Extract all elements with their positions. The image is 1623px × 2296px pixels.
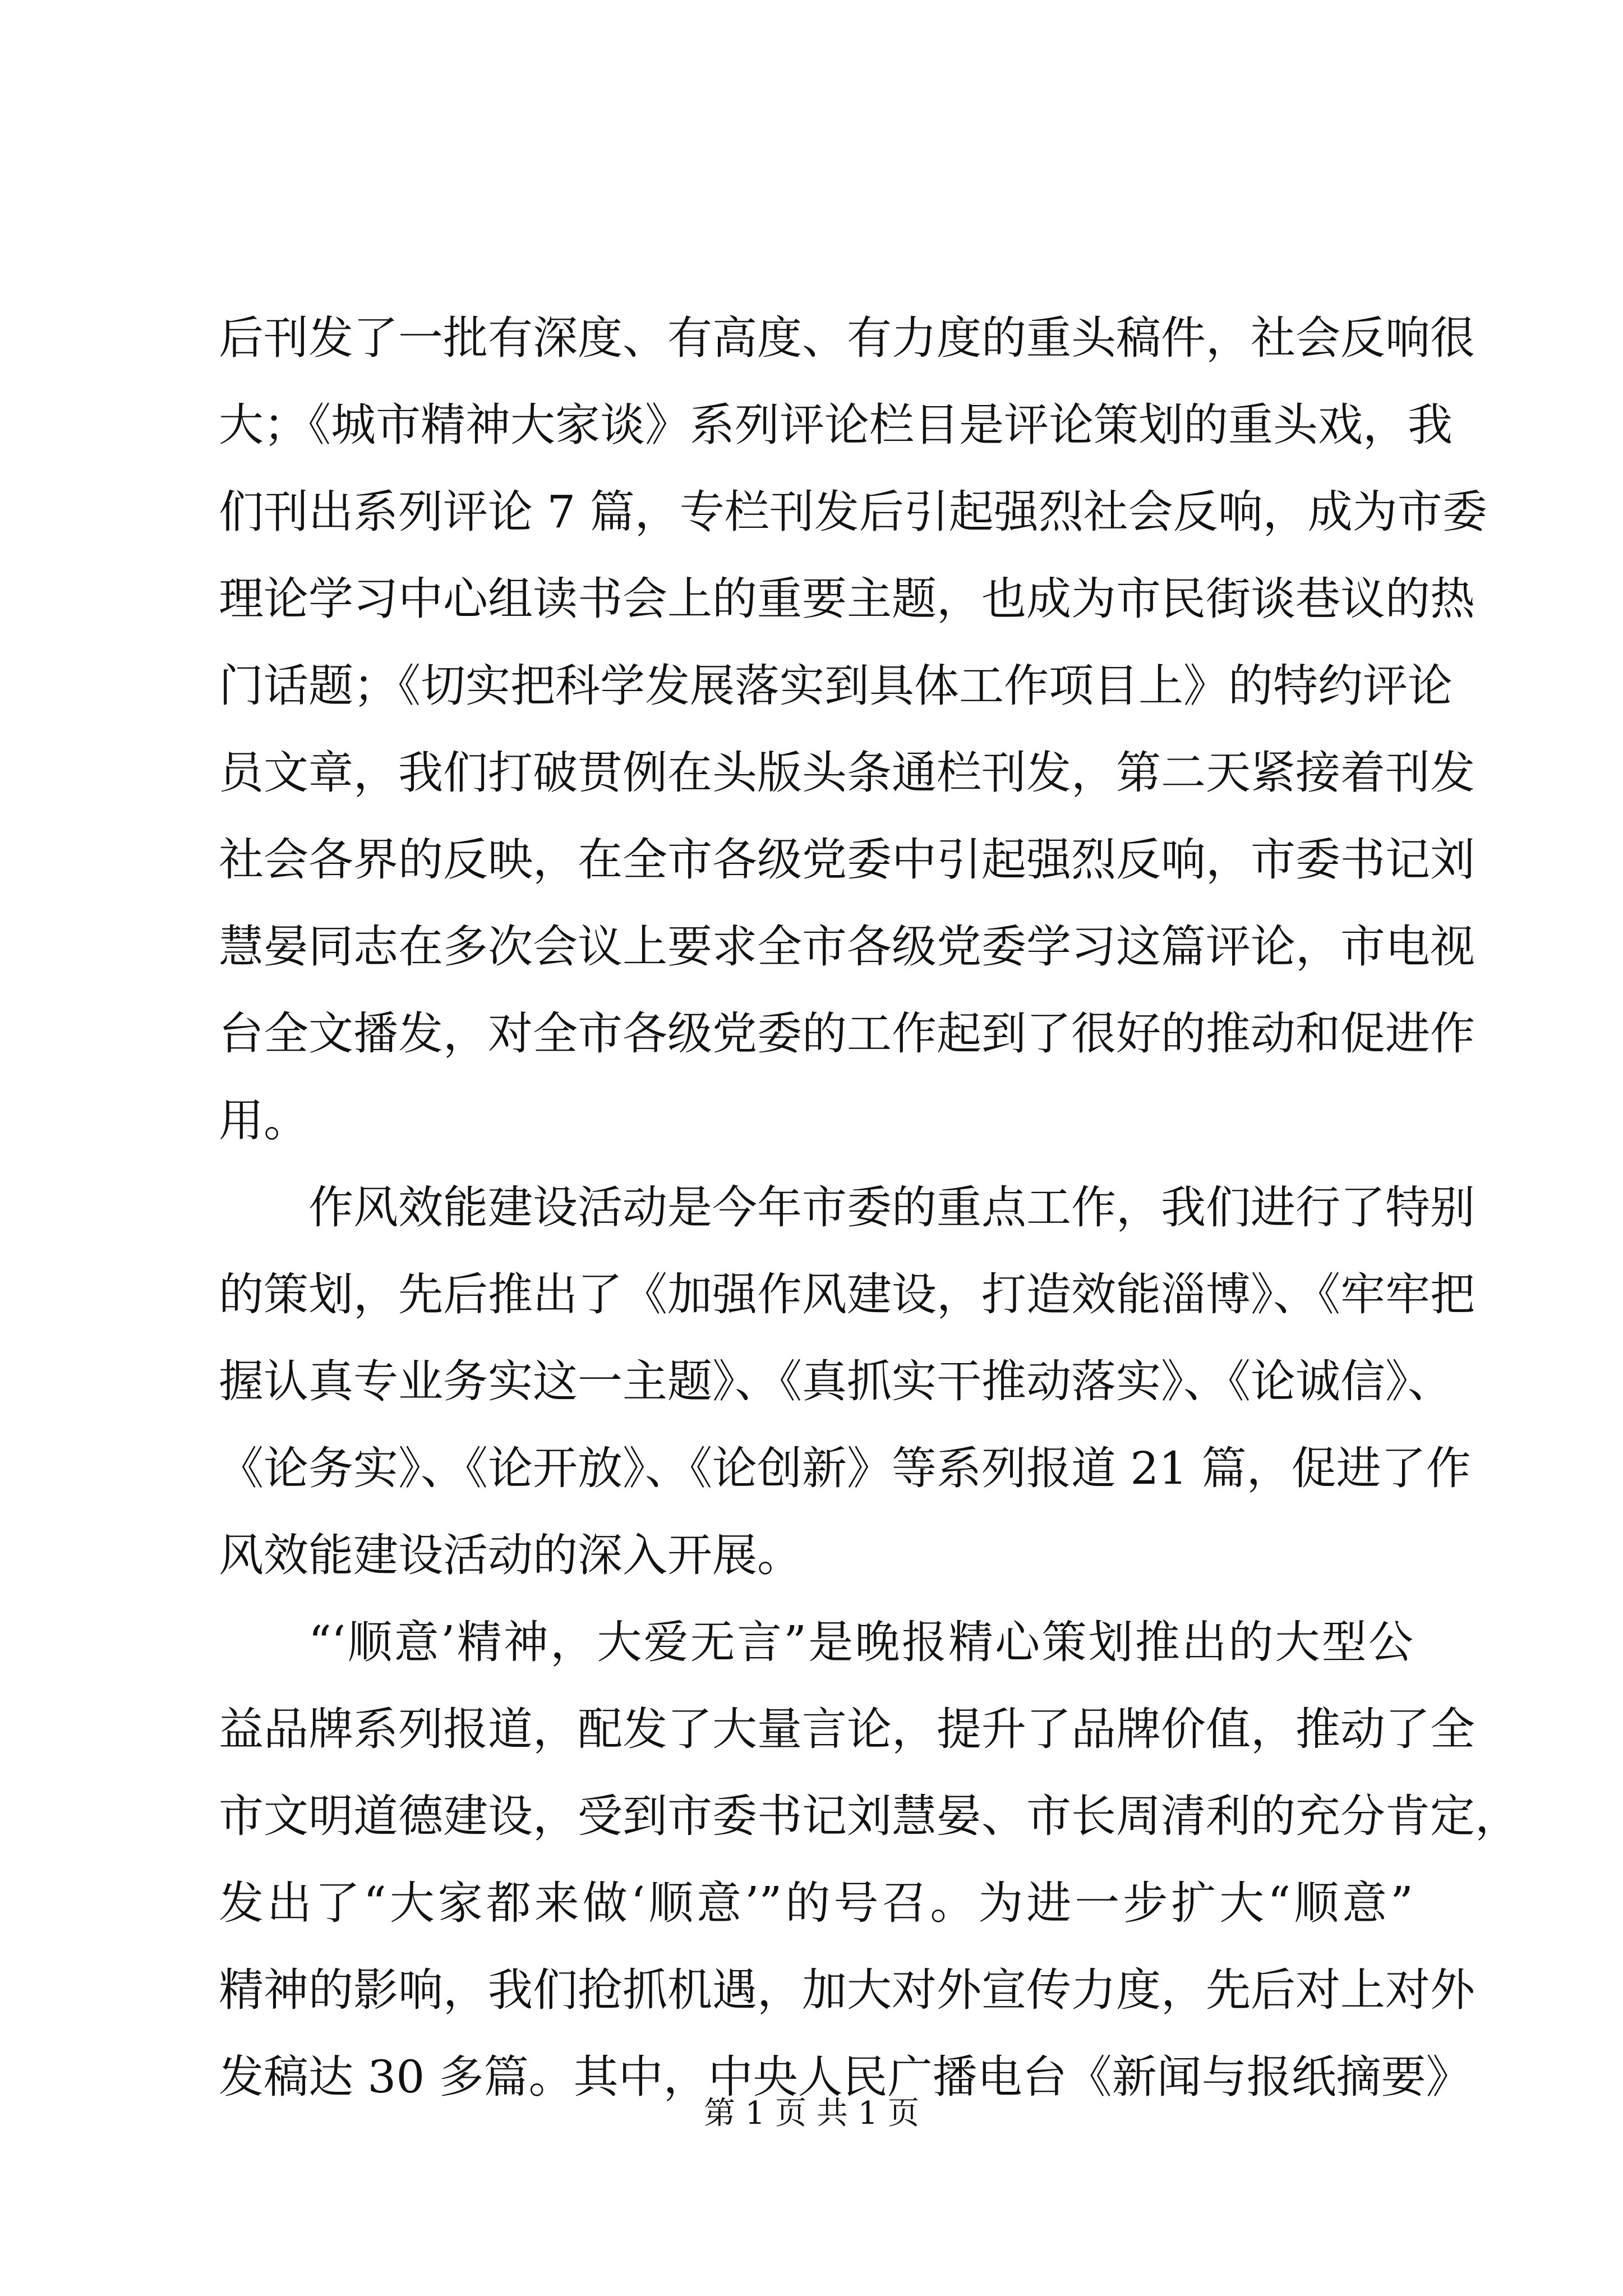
text-line: 风效能建设活动的深入开展。	[219, 1529, 802, 1581]
text-line: 社会各界的反映，在全市各级党委中引起强烈反响，市委书记刘	[219, 834, 1475, 886]
text-line: 台全文播发，对全市各级党委的工作起到了很好的推动和促进作	[219, 1007, 1475, 1060]
text-line: 大；《城市精神大家谈》系列评论栏目是评论策划的重头戏，我	[219, 399, 1453, 451]
text-line: 后刊发了一批有深度、有高度、有力度的重头稿件，社会反响很	[219, 312, 1475, 364]
text-line: 精神的影响，我们抢抓机遇，加大对外宣传力度，先后对上对外	[219, 1964, 1475, 2016]
text-line: 的策划，先后推出了《加强作风建设，打造效能淄博》、《牢牢把	[219, 1268, 1475, 1320]
text-line: 门话题；《切实把科学发展落实到具体工作项目上》的特约评论	[219, 660, 1453, 712]
text-line: 员文章，我们打破贯例在头版头条通栏刊发，第二天紧接着刊发	[219, 747, 1475, 799]
text-line: 们刊出系列评论 7 篇，专栏刊发后引起强烈社会反响，成为市委	[219, 486, 1487, 538]
text-line: 发出了“大家都来做‘顺意’”的号召。为进一步扩大“顺意”	[219, 1877, 1413, 1929]
paragraph-start-line: 作风效能建设活动是今年市委的重点工作，我们进行了特别	[308, 1181, 1475, 1234]
text-line: 理论学习中心组读书会上的重要主题，也成为市民街谈巷议的热	[219, 573, 1475, 625]
page-footer: 第 1 页 共 1 页	[703, 2095, 920, 2132]
text-line: 握认真专业务实这一主题》、《真抓实干推动落实》、《论诚信》、	[219, 1355, 1453, 1407]
paragraph-start-line: “‘顺意’精神，大爱无言”是晚报精心策划推出的大型公	[308, 1616, 1413, 1668]
text-line: 市文明道德建设，受到市委书记刘慧晏、市长周清利的充分肯定，	[219, 1790, 1520, 1842]
text-line: 用。	[219, 1094, 308, 1147]
text-line: 慧晏同志在多次会议上要求全市各级党委学习这篇评论，市电视	[219, 921, 1475, 973]
text-line: 《论务实》、《论开放》、《论创新》等系列报道 21 篇，促进了作	[219, 1442, 1471, 1494]
text-line: 益品牌系列报道，配发了大量言论，提升了品牌价值，推动了全	[219, 1703, 1475, 1755]
body-text	[219, 295, 1520, 2120]
text-line: 发稿达 30 多篇。其中，中央人民广播电台《新闻与报纸摘要》	[219, 2051, 1471, 2103]
